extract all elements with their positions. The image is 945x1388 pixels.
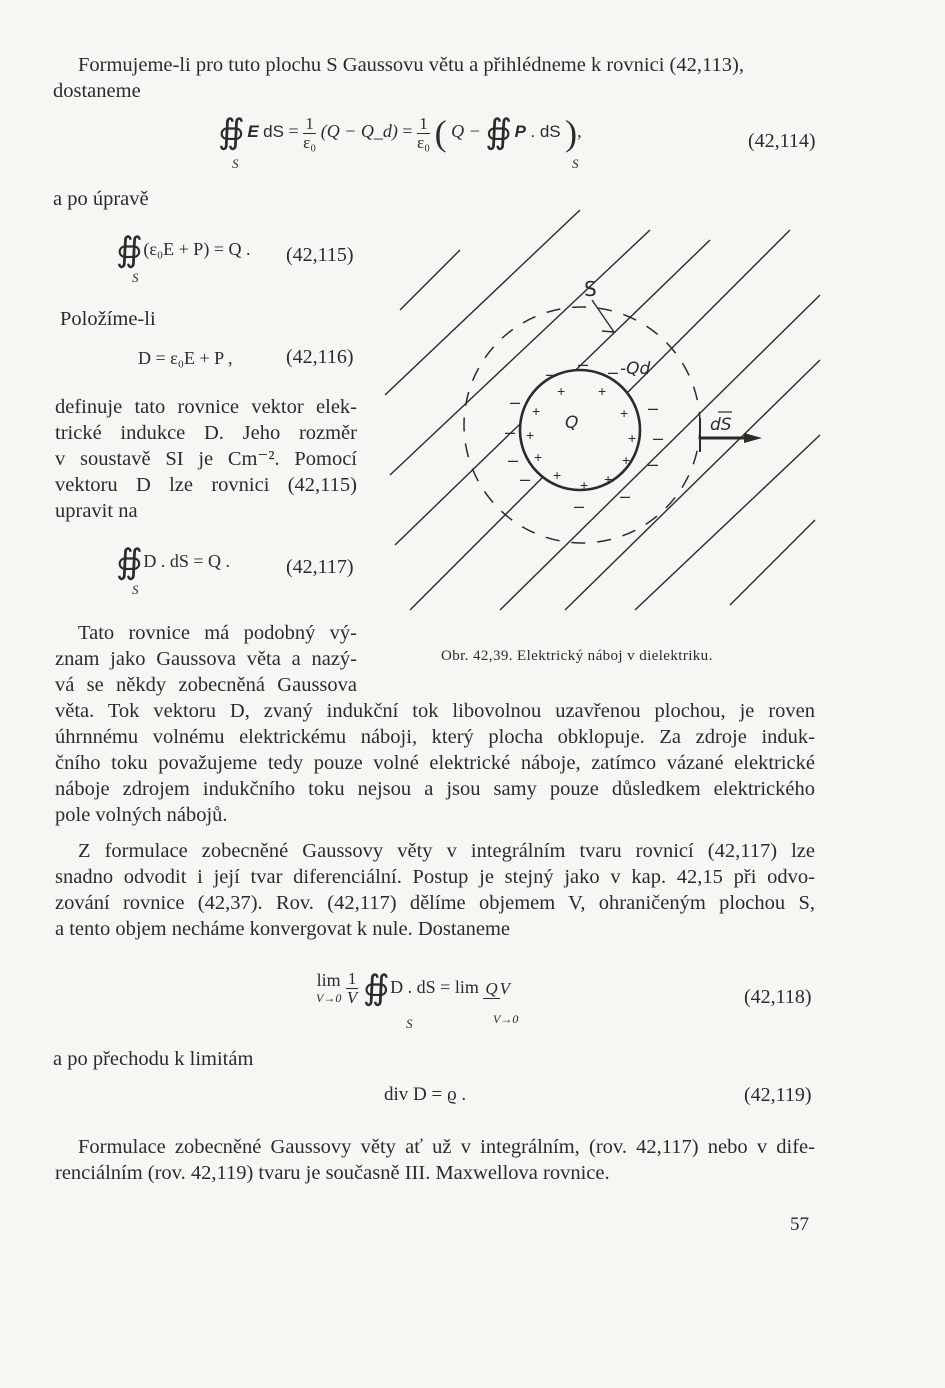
svg-text:+: + — [628, 430, 637, 446]
svg-text:+: + — [622, 452, 631, 468]
eq118-sub-s: S — [406, 1016, 413, 1031]
eq114-rhs-p: P — [514, 122, 526, 142]
eq114-sub-s-1: S — [232, 156, 239, 171]
equation-42-116: D = ε₀E + P , — [138, 348, 233, 368]
para-long-line-1: věta. Tok vektoru D, zvaný indukční tok libovolnou uzavřenou plochou, je roven — [55, 700, 815, 722]
para-tato-line-2: znam jako Gaussova věta a nazý- — [55, 648, 357, 670]
para-z-line-4: a tento objem necháme konvergovat k nule. Dostaneme — [55, 918, 511, 940]
equation-42-119: div D = ϱ . — [384, 1084, 467, 1105]
figure-dielectric-charge — [370, 200, 830, 640]
eq114-rhs-q: Q − — [451, 121, 481, 142]
after-limit-text: a po přechodu k limitám — [53, 1048, 254, 1070]
eq115-sub-s: S — [132, 270, 139, 285]
equation-42-115 — [116, 234, 250, 268]
para-def-line-4: vektoru D lze rovnici (42,115) — [55, 474, 357, 496]
eq114-mid: (Q − Q_d) — [320, 121, 398, 142]
eq115-body: (ε₀E + P) = Q . — [143, 239, 251, 260]
label-S-pointer — [592, 300, 614, 332]
para-long-line-3: čního toku považujeme tedy pouze volné elektrické náboje, zatímco vázané elektrické — [55, 752, 815, 774]
eq118-lim-sub-2: V→0 — [493, 1012, 519, 1026]
svg-text:–: – — [574, 496, 585, 516]
para-final-line-1: Formulace zobecněné Gaussovy věty ať už v integrálním, (rov. 42,117) nebo v dife- — [78, 1136, 815, 1158]
eq114-frac-1: $\frac{1}{\text{ε₀}}$ — [303, 113, 317, 152]
svg-text:+: + — [553, 467, 562, 483]
svg-text:+: + — [534, 449, 543, 465]
polozime-text: Položíme-li — [60, 308, 156, 330]
para-tato-line-1: Tato rovnice má podobný vý- — [78, 622, 357, 644]
para-def-line-2: trické indukce D. Jeho rozměr — [55, 422, 357, 444]
svg-text:–: – — [648, 398, 659, 418]
para-z-line-3: zování rovnice (42,37). Rov. (42,117) dělíme objemem V, ohraničeným plochou S, — [55, 892, 815, 914]
svg-text:–: – — [608, 362, 619, 382]
eq118-mid: D . dS = lim — [390, 976, 479, 997]
eq114-frac-2: $\frac{1}{\text{ε₀}}$ — [417, 113, 431, 152]
label-S: S — [584, 277, 597, 301]
svg-text:–: – — [578, 354, 589, 374]
intro-line-1: Formujeme-li pro tuto plochu S Gaussovu větu a přihlédneme k rovnici (42,113), — [78, 54, 744, 76]
svg-text:+: + — [620, 405, 629, 421]
svg-text:+: + — [598, 383, 607, 399]
para-tato-line-3: vá se někdy zobecněná Gaussova — [55, 674, 357, 696]
eq114-rhs-ds: . dS — [530, 122, 561, 142]
svg-text:+: + — [526, 427, 535, 443]
svg-text:+: + — [557, 383, 566, 399]
field-line — [730, 520, 815, 605]
eq114-lhs-vector: E — [247, 122, 259, 142]
double-contour-integral-symbol-2: ∯ — [485, 114, 503, 151]
para-long-line-4: náboje zdrojem indukčního toku nejsou a jsou samy pouze důsledkem elektrického — [55, 778, 815, 800]
eq118-number: (42,118) — [744, 986, 812, 1008]
svg-text:–: – — [546, 364, 557, 384]
eq114-number: (42,114) — [748, 130, 816, 152]
double-contour-integral-symbol-3: ∯ — [116, 232, 133, 269]
para-z-line-2: snadno odvodit i její tvar diferenciální. Postup je stejný jako v kap. 42,15 při odvo- — [55, 866, 815, 888]
charged-sphere — [520, 370, 640, 490]
label-Qd: -Qd — [620, 359, 651, 379]
svg-text:–: – — [505, 422, 516, 442]
svg-text:–: – — [648, 454, 659, 474]
equation-42-114: ∯ E dS = $\frac{1}{\text{ε₀}}$ (Q − Q_d) = $\frac{1}{\text{ε₀}}$ ( Q − ∯ P . dS ), — [218, 113, 582, 153]
eq117-body: D . dS = Q . — [143, 551, 230, 572]
page-number: 57 — [790, 1214, 809, 1235]
para-long-line-5: pole volných nábojů. — [55, 804, 228, 826]
para-final-line-2: renciálním (rov. 42,119) tvaru je současně III. Maxwellova rovnice. — [55, 1162, 610, 1184]
para-def-line-1: definuje tato rovnice vektor elek- — [55, 396, 357, 418]
svg-text:–: – — [620, 486, 631, 506]
double-contour-integral-symbol: ∯ — [218, 114, 235, 151]
field-line — [400, 250, 460, 310]
double-contour-integral-symbol-5: ∯ — [362, 969, 380, 1007]
para-z-line-1: Z formulace zobecněné Gaussovy věty v integrálním tvaru rovnicí (42,117) lze — [78, 840, 815, 862]
label-Q: Q — [565, 413, 579, 433]
eq118-lim: lim — [316, 969, 341, 990]
svg-text:+: + — [580, 477, 589, 493]
eq118-lim-sub: V→0 — [316, 990, 342, 1005]
eq115-number: (42,115) — [286, 244, 354, 266]
eq117-sub-s: S — [132, 582, 139, 597]
eq117-number: (42,117) — [286, 556, 354, 578]
para-long-line-2: úhrnnému volnému elektrickému náboji, který plocha obklopuje. Za zdroje induk- — [55, 726, 815, 748]
svg-text:–: – — [520, 469, 531, 489]
svg-text:+: + — [604, 471, 613, 487]
figure-caption: Obr. 42,39. Elektrický náboj v dielektriku. — [441, 648, 713, 664]
eq119-number: (42,119) — [744, 1084, 812, 1106]
intro-line-2: dostaneme — [53, 80, 141, 102]
dS-vector-arrowhead — [744, 433, 762, 443]
eq118-frac: $\frac{1}{V}$ — [346, 969, 358, 1007]
eq118-frac-2: Q V — [485, 978, 511, 998]
svg-text:–: – — [510, 392, 521, 412]
after-edit-text: a po úpravě — [53, 188, 149, 210]
equation-42-118 — [316, 970, 510, 1007]
eq114-sub-s-2: S — [572, 156, 579, 171]
double-contour-integral-symbol-4: ∯ — [116, 544, 133, 581]
svg-text:+: + — [532, 403, 541, 419]
eq116-number: (42,116) — [286, 346, 354, 368]
eq114-lhs-ds: dS — [263, 122, 284, 142]
para-def-line-3: v soustavě SI je Cm⁻². Pomocí — [55, 448, 357, 470]
para-def-line-5: upravit na — [55, 500, 138, 522]
label-dS: dS — [710, 415, 732, 435]
equation-42-117 — [116, 546, 230, 580]
svg-text:–: – — [653, 428, 664, 448]
svg-text:–: – — [508, 450, 519, 470]
